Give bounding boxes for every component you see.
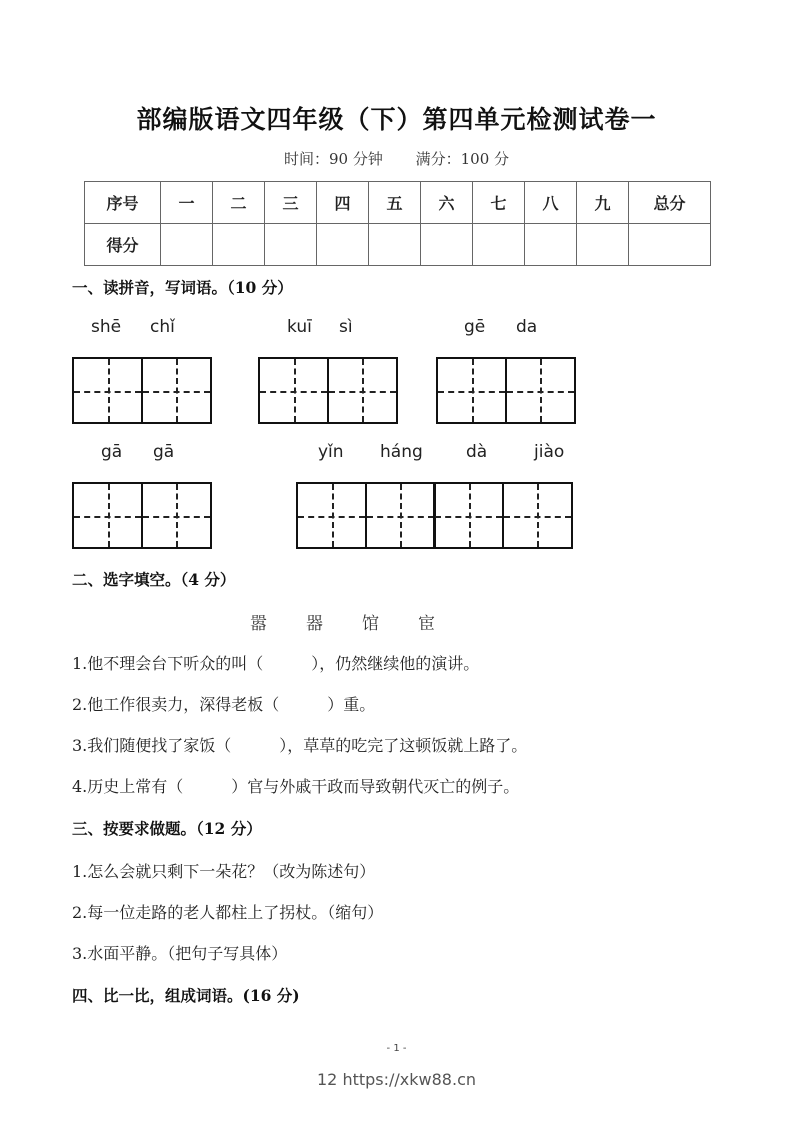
pinyin: dà [466, 442, 488, 462]
pinyin: kuī [287, 317, 312, 337]
character-box[interactable] [433, 482, 504, 549]
exam-full-score: 满分：100 分 [415, 150, 510, 168]
question: 2.他工作很卖力，深得老板（ ）重。 [72, 695, 376, 714]
option-char: 嚣 [250, 614, 267, 634]
score-cell[interactable] [421, 224, 473, 266]
header-cell: 二 [213, 182, 265, 224]
writing-grid[interactable] [436, 357, 576, 424]
character-box[interactable] [365, 482, 436, 549]
section-1-heading: 一、读拼音，写词语。（10 分） [72, 278, 293, 297]
header-cell: 七 [473, 182, 525, 224]
score-cell[interactable] [525, 224, 577, 266]
writing-grid[interactable] [296, 482, 573, 549]
header-cell: 三 [265, 182, 317, 224]
exam-info [0, 148, 793, 169]
score-table-header-row [85, 182, 711, 224]
character-box[interactable] [436, 357, 507, 424]
score-cell[interactable] [369, 224, 421, 266]
header-cell: 五 [369, 182, 421, 224]
pinyin: gā [153, 442, 175, 462]
header-cell: 四 [317, 182, 369, 224]
score-cell[interactable] [629, 224, 711, 266]
character-box[interactable] [258, 357, 329, 424]
character-box[interactable] [141, 357, 212, 424]
score-cell[interactable] [265, 224, 317, 266]
page-title: 部编版语文四年级（下）第四单元检测试卷一 [136, 105, 657, 134]
score-cell[interactable] [317, 224, 369, 266]
pinyin: sì [339, 317, 353, 337]
character-box[interactable] [141, 482, 212, 549]
question: 4.历史上常有（ ）官与外戚干政而导致朝代灭亡的例子。 [72, 777, 520, 796]
score-table-score-row [85, 224, 711, 266]
pinyin: chǐ [150, 317, 175, 337]
score-cell[interactable] [213, 224, 265, 266]
score-cell[interactable] [161, 224, 213, 266]
character-box[interactable] [296, 482, 367, 549]
pinyin: da [516, 317, 538, 337]
character-box[interactable] [502, 482, 573, 549]
row-label: 得分 [85, 224, 161, 266]
header-cell: 序号 [85, 182, 161, 224]
exam-time: 时间：90 分钟 [283, 150, 383, 168]
pinyin: shē [91, 317, 122, 337]
character-box[interactable] [327, 357, 398, 424]
option-char: 馆 [362, 614, 379, 634]
score-cell[interactable] [473, 224, 525, 266]
option-char: 宦 [418, 614, 435, 634]
score-table [84, 181, 711, 266]
page-number: - 1 - [386, 1043, 407, 1054]
writing-grid[interactable] [72, 357, 212, 424]
pinyin: jiào [534, 442, 565, 462]
pinyin: gā [101, 442, 123, 462]
question: 1.怎么会就只剩下一朵花？（改为陈述句） [72, 862, 376, 881]
writing-grid[interactable] [72, 482, 212, 549]
writing-grid[interactable] [258, 357, 398, 424]
section-2-heading: 二、选字填空。（4 分） [72, 570, 236, 589]
section-3-heading: 三、按要求做题。（12 分） [72, 819, 262, 838]
character-box[interactable] [505, 357, 576, 424]
option-char: 器 [306, 614, 323, 634]
question: 3.水面平静。（把句子写具体） [72, 944, 288, 963]
section-4-heading: 四、比一比，组成词语。(16 分) [72, 986, 300, 1005]
pinyin: yǐn [318, 442, 344, 462]
watermark-url: 12 https://xkw88.cn [317, 1070, 476, 1089]
header-cell: 一 [161, 182, 213, 224]
header-cell: 八 [525, 182, 577, 224]
pinyin: háng [380, 442, 423, 462]
header-cell: 六 [421, 182, 473, 224]
question: 2.每一位走路的老人都柱上了拐杖。（缩句） [72, 903, 384, 922]
question: 3.我们随便找了家饭（ ），草草的吃完了这顿饭就上路了。 [72, 736, 528, 755]
header-cell: 总分 [629, 182, 711, 224]
question: 1.他不理会台下听众的叫（ ），仍然继续他的演讲。 [72, 654, 480, 673]
pinyin: gē [464, 317, 486, 337]
character-box[interactable] [72, 357, 143, 424]
score-cell[interactable] [577, 224, 629, 266]
character-box[interactable] [72, 482, 143, 549]
header-cell: 九 [577, 182, 629, 224]
